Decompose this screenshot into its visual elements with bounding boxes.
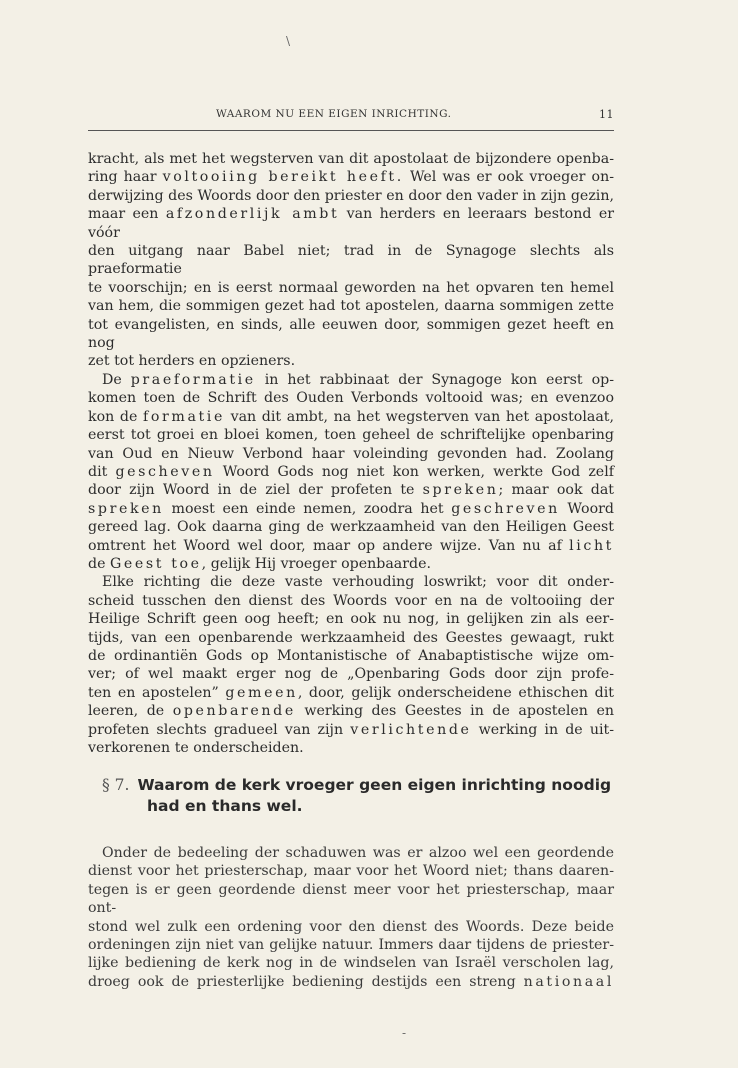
- text-line: [88, 463, 614, 481]
- text-segment: De: [102, 371, 131, 388]
- spaced-emphasis: voltooiing bereikt heeft.: [162, 169, 404, 186]
- text-line: [88, 371, 614, 389]
- text-line: [88, 408, 614, 426]
- text-line: van Oud en Nieuw Verbond haar voleinding gevonden had. Zoolang: [88, 445, 614, 462]
- section-title-line-2: had en thans wel.: [147, 797, 303, 815]
- spaced-emphasis: gescheven: [115, 463, 215, 480]
- text-line: gereed lag. Ook daarna ging de werkzaamheid van den Heiligen Geest: [88, 519, 614, 536]
- text-line: [88, 702, 614, 720]
- text-line: dienst voor het priesterschap, maar voor het Woord niet; thans daaren-: [88, 863, 614, 880]
- text-line: eerst tot groei en bloei komen, toen geheel de schriftelijke openbaring: [88, 427, 614, 444]
- text-line: [88, 537, 614, 555]
- page-number: 11: [599, 108, 614, 121]
- text-line: stond wel zulk een ordening voor den dienst des Woords. Deze beide: [88, 918, 614, 935]
- text-segment: werking in de uit-: [471, 721, 614, 738]
- text-segment: moest een einde nemen, zoodra het: [163, 500, 452, 517]
- text-line: scheid tusschen den dienst des Woords voor en na de voltooiing der: [88, 592, 614, 609]
- text-line: [88, 973, 614, 991]
- spaced-emphasis: nationaal: [523, 973, 614, 990]
- text-line: tijds, van een openbarende werkzaamheid des Geestes gewaagt, rukt: [88, 629, 614, 646]
- text-segment: dit: [88, 463, 116, 480]
- scan-mark-top: \: [286, 34, 291, 48]
- spaced-emphasis: afzonderlijk ambt: [165, 206, 340, 223]
- text-segment: , door, gelijk onderscheidene ethischen dit: [297, 684, 614, 701]
- spaced-emphasis: formatie: [143, 408, 225, 425]
- spaced-emphasis: praeformatie: [130, 371, 256, 388]
- spaced-emphasis: openbarende: [172, 703, 296, 720]
- paragraph-2: [88, 371, 614, 573]
- running-title: WAAROM NU EEN EIGEN INRICHTING.: [216, 108, 452, 120]
- text-segment: leeren, de: [88, 703, 173, 720]
- text-segment: Woord Gods nog niet kon werken, werkte God zelf: [214, 463, 614, 480]
- spaced-emphasis: gemeen: [225, 684, 298, 701]
- text-segment: in het rabbinaat der Synagoge kon eerst op-: [255, 371, 614, 388]
- text-line: [88, 500, 614, 518]
- text-line: Heilige Schrift geen oog heeft; en ook nu nog, in gelijken zin als eer-: [88, 611, 614, 628]
- text-segment: kon de: [88, 408, 144, 425]
- spaced-emphasis: licht: [569, 537, 614, 554]
- text-line: verkorenen te onderscheiden.: [88, 740, 304, 756]
- spaced-emphasis: geschreven: [451, 500, 560, 517]
- spaced-emphasis: Geest toe: [110, 555, 202, 572]
- running-header: [88, 108, 614, 126]
- text-segment: profeten slechts gradueel van zijn: [88, 721, 351, 738]
- text-segment: van dit ambt, na het wegsterven van het apostolaat,: [224, 408, 614, 425]
- text-line: derwijzing des Woords door den priester en door den vader in zijn gezin,: [88, 187, 614, 204]
- text-segment: , gelijk Hij vroeger openbaarde.: [201, 555, 431, 572]
- text-segment: ring haar: [88, 169, 163, 186]
- body-text-lower: [88, 844, 614, 991]
- text-segment: ; maar ook dat: [498, 482, 614, 499]
- text-line: lijke bediening de kerk nog in de windselen van Israël verscholen lag,: [88, 955, 614, 972]
- text-line: tot evangelisten, en sinds, alle eeuwen door, sommigen gezet heeft en nog: [88, 316, 614, 352]
- text-line: te voorschijn; en is eerst normaal geworden na het opvaren ten hemel: [88, 279, 614, 296]
- paragraph-4: [88, 844, 614, 991]
- text-line: [88, 721, 614, 739]
- text-line: ordeningen zijn niet van gelijke natuur. Immers daar tijdens de priester-: [88, 937, 614, 954]
- text-line: Onder de bedeeling der schaduwen was er alzoo wel een geordende: [102, 845, 614, 861]
- header-rule: [88, 130, 614, 131]
- text-segment: Woord: [559, 500, 614, 517]
- text-line: [88, 684, 614, 702]
- section-heading: [102, 775, 614, 817]
- text-segment: ten en apostelen”: [88, 684, 226, 701]
- text-line: zet tot herders en opzieners.: [88, 353, 296, 370]
- text-segment: droeg ook de priesterlijke bediening destijds een streng: [88, 973, 524, 990]
- text-line: ver; of wel maakt erger nog de „Openbaring Gods door zijn profe-: [88, 666, 614, 683]
- body-text-upper: [88, 150, 614, 757]
- text-segment: Wel was er ook vroeger on-: [403, 169, 614, 186]
- text-line: van hem, die sommigen gezet had tot apostelen, daarna sommigen zette: [88, 298, 614, 315]
- text-line: den uitgang naar Babel niet; trad in de Synagoge slechts als praeformatie: [88, 243, 614, 278]
- section-number: § 7.: [102, 776, 130, 794]
- spaced-emphasis: spreken: [422, 482, 499, 499]
- paragraph-1: [88, 150, 614, 371]
- text-segment: werking des Geestes in de apostelen en: [295, 703, 615, 720]
- text-segment: omtrent het Woord wel door, maar op andere wijze. Van nu af: [88, 537, 570, 554]
- text-line: [88, 168, 614, 186]
- text-line: de ordinantiën Gods op Montanistische of Anabaptistische wijze om-: [88, 647, 614, 664]
- text-line: komen toen de Schrift des Ouden Verbonds voltooid was; en evenzoo: [88, 390, 614, 407]
- text-line: [88, 205, 614, 242]
- text-line: kracht, als met het wegsterven van dit apostolaat de bijzondere openba-: [88, 151, 614, 167]
- paragraph-3: [88, 573, 614, 757]
- text-segment: door zijn Woord in de ziel der profeten te: [88, 482, 423, 499]
- text-segment: de: [88, 555, 110, 572]
- text-segment: maar een: [88, 206, 166, 223]
- spaced-emphasis: verlichtende: [350, 721, 472, 738]
- spaced-emphasis: spreken: [88, 500, 164, 517]
- scan-mark-bottom: -: [402, 1026, 407, 1040]
- text-line: [88, 555, 614, 573]
- text-line: Elke richting die deze vaste verhouding loswrikt; voor dit onder-: [102, 574, 614, 591]
- text-line: [88, 481, 614, 499]
- text-segment: van herders en leeraars bestond er vóór: [88, 206, 614, 241]
- section-title-line-1: Waarom de kerk vroeger geen eigen inrichting noodig: [137, 776, 612, 794]
- text-line: tegen is er geen geordende dienst meer voor het priesterschap, maar ont-: [88, 881, 614, 917]
